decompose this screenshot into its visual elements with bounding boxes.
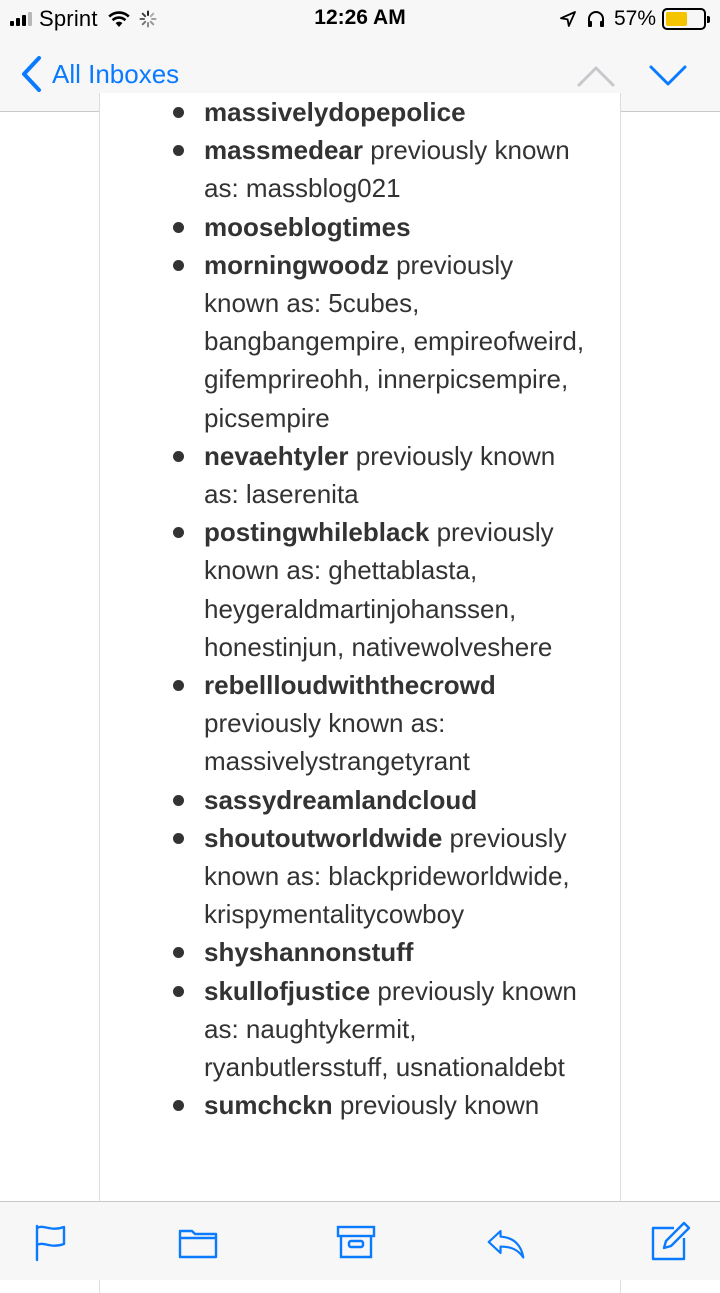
reply-icon[interactable] [486, 1222, 526, 1262]
battery-icon [662, 8, 706, 30]
blog-name: nevaehtyler [204, 440, 349, 471]
compose-icon[interactable] [650, 1222, 690, 1262]
status-time: 12:26 AM [314, 6, 406, 29]
bullet-icon [173, 107, 184, 118]
blog-list [100, 93, 620, 1124]
bottom-toolbar [0, 1201, 720, 1280]
previous-names: previously known as: massivelystrangetyrant [204, 708, 470, 777]
status-right [560, 7, 706, 31]
back-button-label: All Inboxes [52, 58, 180, 89]
headphones-icon [586, 9, 606, 29]
blog-name: mooseblogtimes [204, 211, 411, 242]
email-content[interactable] [0, 97, 720, 1201]
email-body [99, 93, 621, 1293]
bullet-icon [173, 527, 184, 538]
location-icon [560, 11, 576, 27]
bullet-icon [173, 222, 184, 233]
archive-icon[interactable] [336, 1222, 376, 1262]
bullet-icon [173, 833, 184, 844]
bullet-icon [173, 1100, 184, 1111]
back-button[interactable] [20, 54, 179, 94]
list-item [100, 131, 620, 207]
chevron-up-icon[interactable] [576, 58, 616, 94]
blog-name: morningwoodz [204, 249, 389, 280]
folder-icon[interactable] [178, 1222, 218, 1262]
blog-name: massivelydopepolice [204, 97, 466, 127]
list-item [100, 972, 620, 1087]
list-item [100, 93, 620, 131]
list-item [100, 781, 620, 819]
previous-names: previously known as: massblog021 [204, 135, 570, 204]
previous-names: previously known as: blackprideworldwide, krispymentalitycowboy [204, 822, 570, 930]
list-item [100, 246, 620, 437]
blog-name: massmedear [204, 135, 363, 166]
flag-icon[interactable] [30, 1222, 70, 1262]
previous-names: previously known as: 5cubes, bangbangempire, empireofweird, gifemprireohh, innerpicsempire, picsempire [204, 249, 585, 433]
blog-name: rebellloudwiththecrowd [204, 670, 496, 701]
blog-name: sumchckn [204, 1090, 333, 1121]
chevron-down-icon[interactable] [648, 58, 688, 94]
bullet-icon [173, 260, 184, 271]
bullet-icon [173, 986, 184, 997]
previous-names: previously known as: laserenita [204, 440, 556, 510]
bullet-icon [173, 947, 184, 958]
list-item [100, 208, 620, 246]
previous-names: previously known as: ghettablasta, heygeraldmartinjohanssen, honestinjun, nativewolveshere [204, 517, 554, 662]
carrier-name: Sprint [39, 6, 98, 31]
list-item [100, 933, 620, 971]
chevron-left-icon [20, 55, 42, 93]
list-item [100, 819, 620, 934]
blog-name: shyshannonstuff [204, 937, 414, 968]
bullet-icon [173, 795, 184, 806]
battery-level-fill [666, 12, 687, 26]
previous-names: previously known as: naughtykermit, ryanbutlersstuff, usnationaldebt [204, 975, 577, 1083]
bullet-icon [173, 145, 184, 156]
blog-name: postingwhileblack [204, 517, 430, 548]
blog-name: sassydreamlandcloud [204, 784, 478, 815]
blog-name: shoutoutworldwide [204, 822, 443, 853]
previous-names: previously known [332, 1090, 540, 1121]
list-item [100, 1086, 620, 1124]
list-item [100, 437, 620, 513]
bullet-icon [173, 680, 184, 691]
status-bar [0, 0, 720, 40]
list-item [100, 666, 620, 781]
bullet-icon [173, 451, 184, 462]
blog-name: skullofjustice [204, 975, 371, 1006]
battery-percent: 57% [613, 7, 656, 30]
list-item [100, 513, 620, 666]
